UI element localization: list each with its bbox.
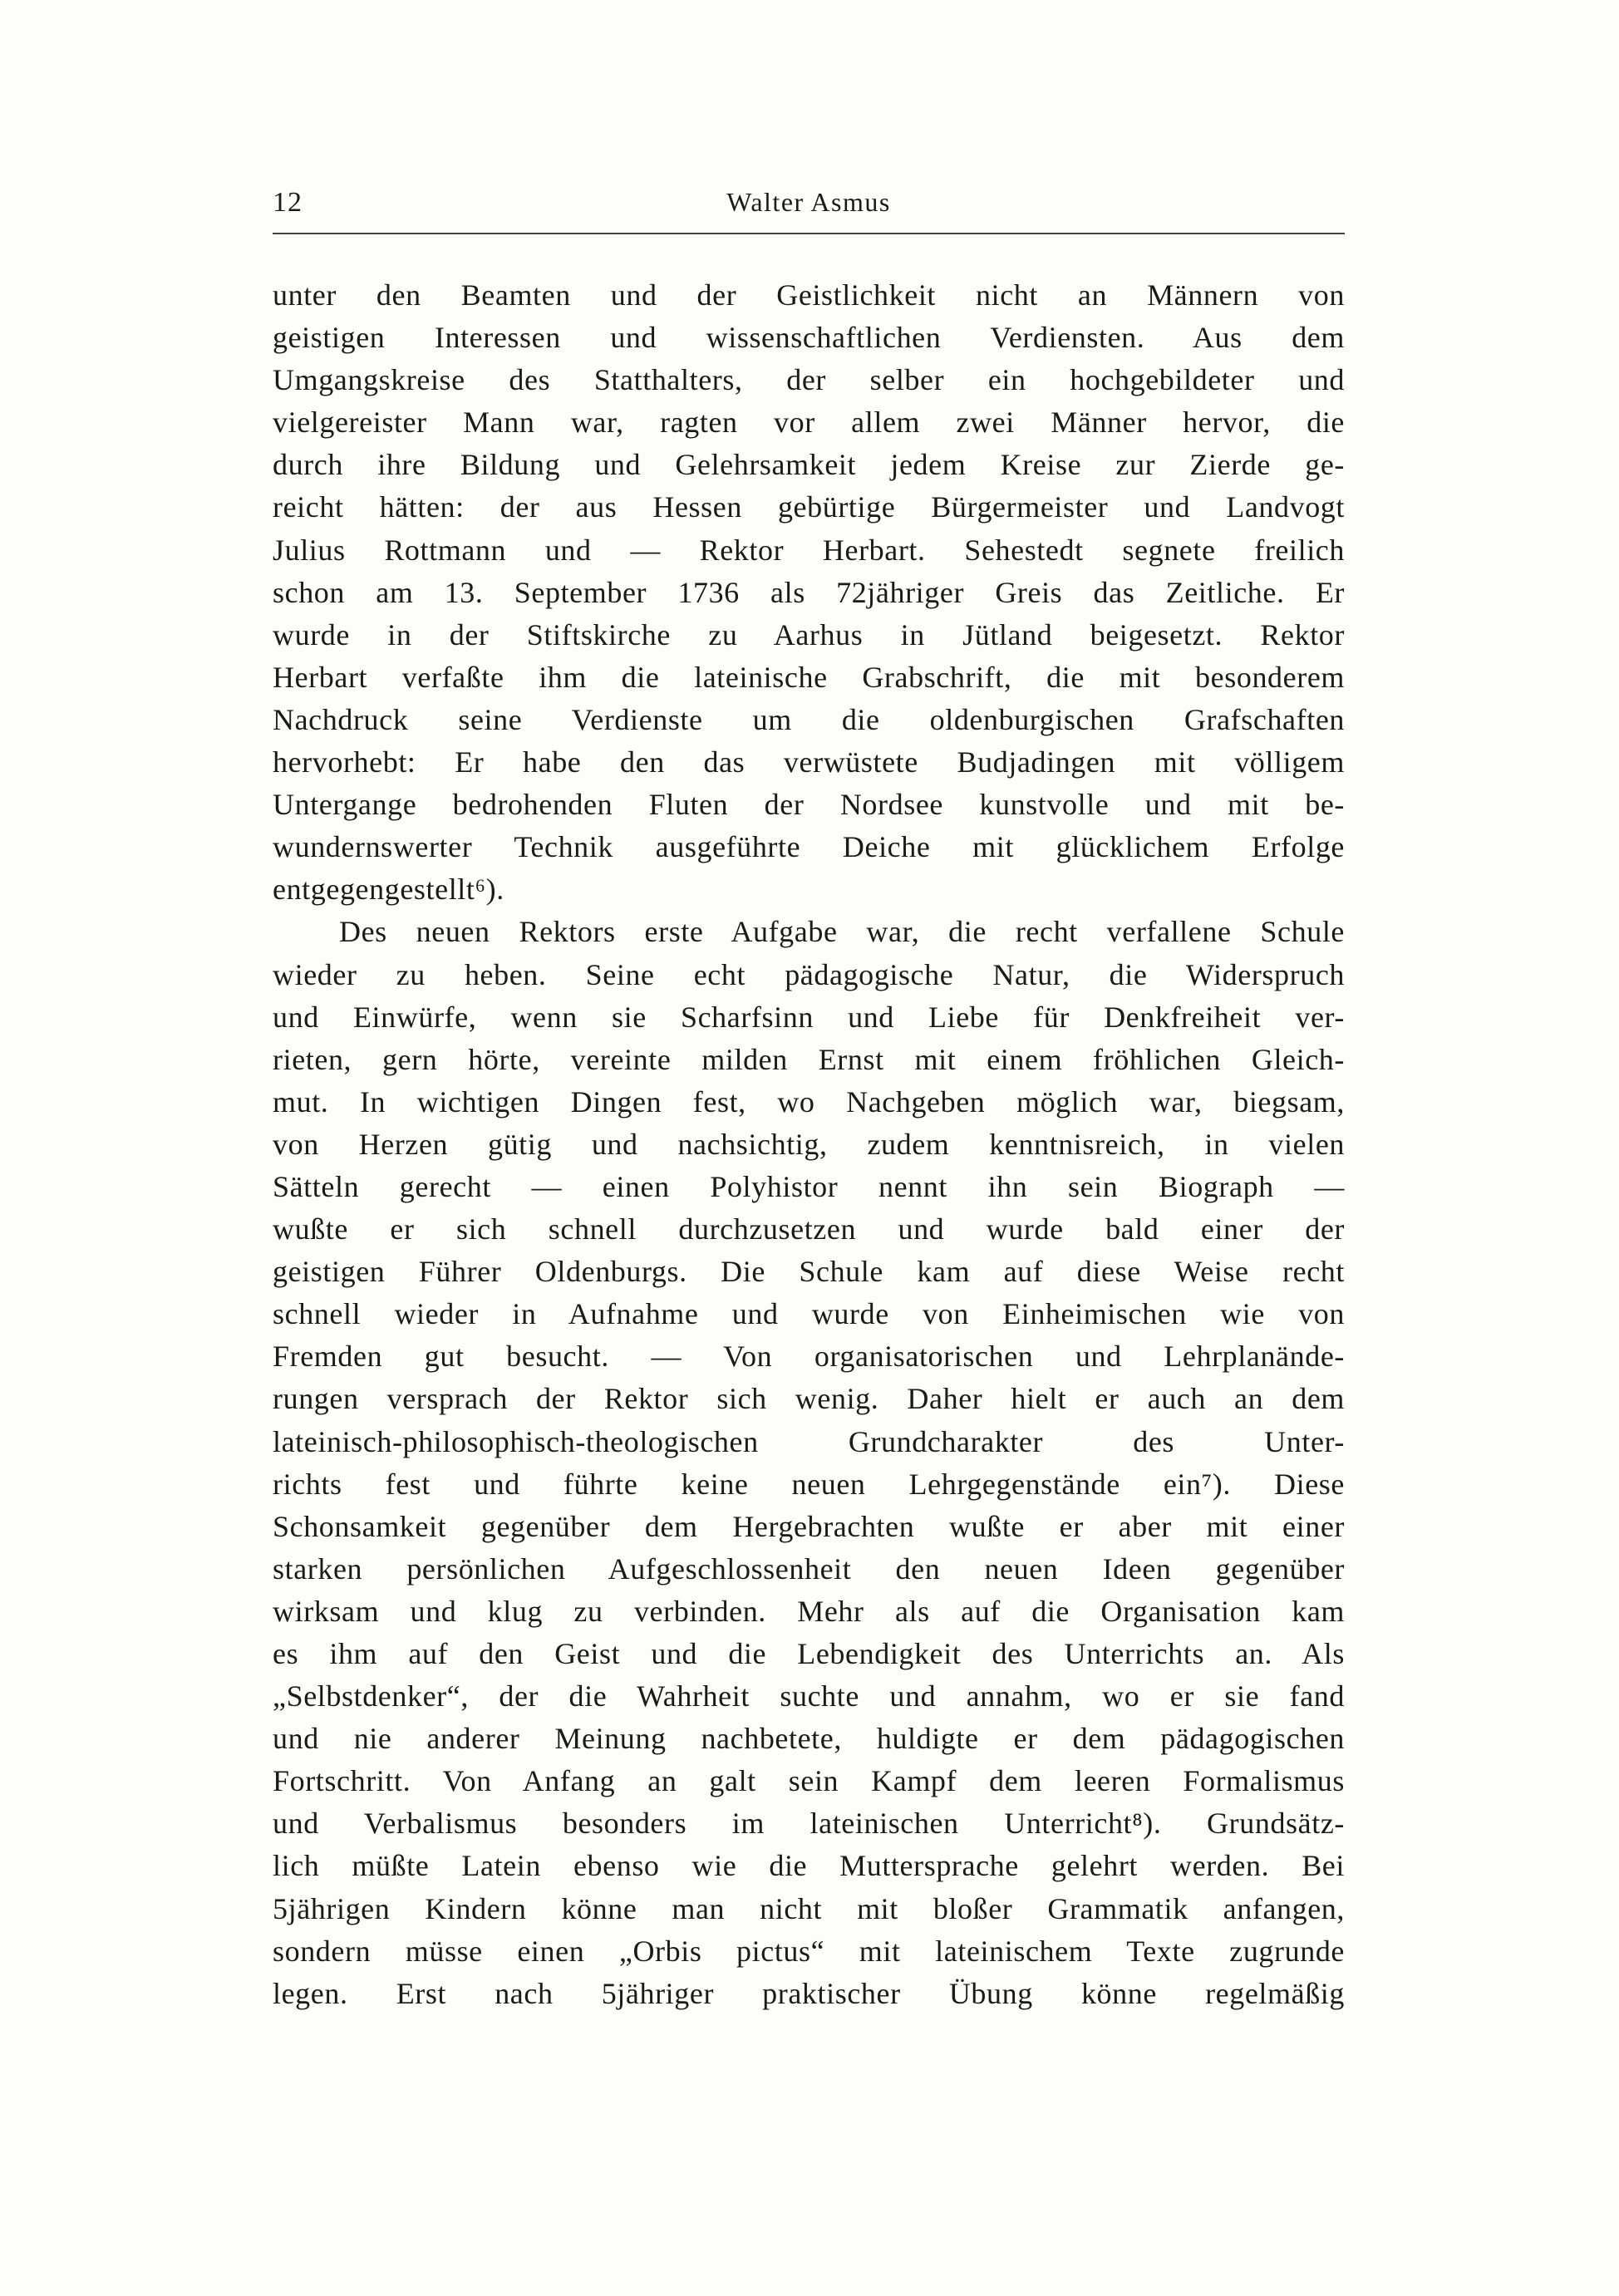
text-line: Untergange bedrohenden Fluten der Nordsee kunstvolle und mit be-: [273, 788, 1345, 822]
text-line: wußte er sich schnell durchzusetzen und wurde bald einer der: [273, 1212, 1345, 1246]
running-head: Walter Asmus: [726, 187, 891, 217]
text-line: geistigen Führer Oldenburgs. Die Schule kam auf diese Weise recht: [273, 1255, 1345, 1289]
text-line: und nie anderer Meinung nachbetete, huldigte er dem pädagogischen: [273, 1722, 1345, 1756]
text-line: starken persönlichen Aufgeschlossenheit den neuen Ideen gegenüber: [273, 1551, 1345, 1586]
text-line: Herbart verfaßte ihm die lateinische Grabschrift, die mit besonderem: [273, 660, 1345, 694]
text-line: Schonsamkeit gegenüber dem Hergebrachten wußte er aber mit einer: [273, 1509, 1345, 1543]
text-line: von Herzen gütig und nachsichtig, zudem kenntnisreich, in vielen: [273, 1127, 1345, 1161]
text-line: wieder zu heben. Seine echt pädagogische Natur, die Widerspruch: [273, 957, 1345, 991]
text-line: mut. In wichtigen Dingen fest, wo Nachgeben möglich war, biegsam,: [273, 1084, 1345, 1119]
text-line: wurde in der Stiftskirche zu Aarhus in Jütland beigesetzt. Rektor: [273, 617, 1345, 651]
text-line: entgegengestellt⁶).: [273, 873, 504, 907]
text-line: Nachdruck seine Verdienste um die oldenburgischen Grafschaften: [273, 702, 1345, 736]
text-line: Sätteln gerecht — einen Polyhistor nennt ihn sein Biograph —: [273, 1169, 1345, 1203]
text-line: vielgereister Mann war, ragten vor allem zwei Männer hervor, die: [273, 406, 1345, 440]
header-rule: [273, 233, 1345, 234]
text-line: 5jährigen Kindern könne man nicht mit bloßer Grammatik anfangen,: [273, 1891, 1345, 1925]
text-line: und Verbalismus besonders im lateinischen Unterricht⁸). Grundsätz-: [273, 1807, 1345, 1841]
text-line: sondern müsse einen „Orbis pictus“ mit lateinischem Texte zugrunde: [273, 1934, 1345, 1968]
text-line: Fremden gut besucht. — Von organisatorischen und Lehrplanände-: [273, 1340, 1345, 1374]
text-line: lich müßte Latein ebenso wie die Muttersprache gelehrt werden. Bei: [273, 1849, 1345, 1883]
text-line: Umgangskreise des Statthalters, der selber ein hochgebildeter und: [273, 363, 1345, 397]
text-line: schnell wieder in Aufnahme und wurde von Einheimischen wie von: [273, 1297, 1345, 1331]
text-line: und Einwürfe, wenn sie Scharfsinn und Liebe für Denkfreiheit ver-: [273, 1000, 1345, 1034]
text-line: „Selbstdenker“, der die Wahrheit suchte und annahm, wo er sie fand: [273, 1679, 1345, 1713]
text-line: es ihm auf den Geist und die Lebendigkeit des Unterrichts an. Als: [273, 1637, 1345, 1670]
text-line: rieten, gern hörte, vereinte milden Ernst mit einem fröhlichen Gleich-: [273, 1042, 1345, 1076]
text-line: legen. Erst nach 5jähriger praktischer Übung könne regelmäßig: [273, 1976, 1345, 2010]
text-line: richts fest und führte keine neuen Lehrgegenstände ein⁷). Diese: [273, 1467, 1345, 1501]
page-header: [273, 187, 1345, 229]
text-line: geistigen Interessen und wissenschaftlichen Verdiensten. Aus dem: [273, 321, 1345, 355]
text-line: Julius Rottmann und — Rektor Herbart. Sehestedt segnete freilich: [273, 533, 1345, 567]
text-line: rungen versprach der Rektor sich wenig. Daher hielt er auch an dem: [273, 1382, 1345, 1416]
text-line: wirksam und klug zu verbinden. Mehr als auf die Organisation kam: [273, 1594, 1345, 1628]
text-line: schon am 13. September 1736 als 72jähriger Greis das Zeitliche. Er: [273, 575, 1345, 609]
text-line: reicht hätten: der aus Hessen gebürtige Bürgermeister und Landvogt: [273, 490, 1345, 524]
text-line: unter den Beamten und der Geistlichkeit nicht an Männern von: [273, 278, 1345, 312]
page-number: 12: [273, 187, 303, 218]
paragraph-start-line: Des neuen Rektors erste Aufgabe war, die recht verfallene Schule: [339, 915, 1345, 949]
body-text: [273, 274, 1345, 2015]
text-line: hervorhebt: Er habe den das verwüstete Budjadingen mit völligem: [273, 745, 1345, 779]
text-line: lateinisch-philosophisch-theologischen Grundcharakter des Unter-: [273, 1424, 1345, 1458]
text-line: durch ihre Bildung und Gelehrsamkeit jedem Kreise zur Zierde ge-: [273, 448, 1345, 482]
text-line: Fortschritt. Von Anfang an galt sein Kampf dem leeren Formalismus: [273, 1764, 1345, 1798]
text-line: wundernswerter Technik ausgeführte Deiche mit glücklichem Erfolge: [273, 830, 1345, 864]
